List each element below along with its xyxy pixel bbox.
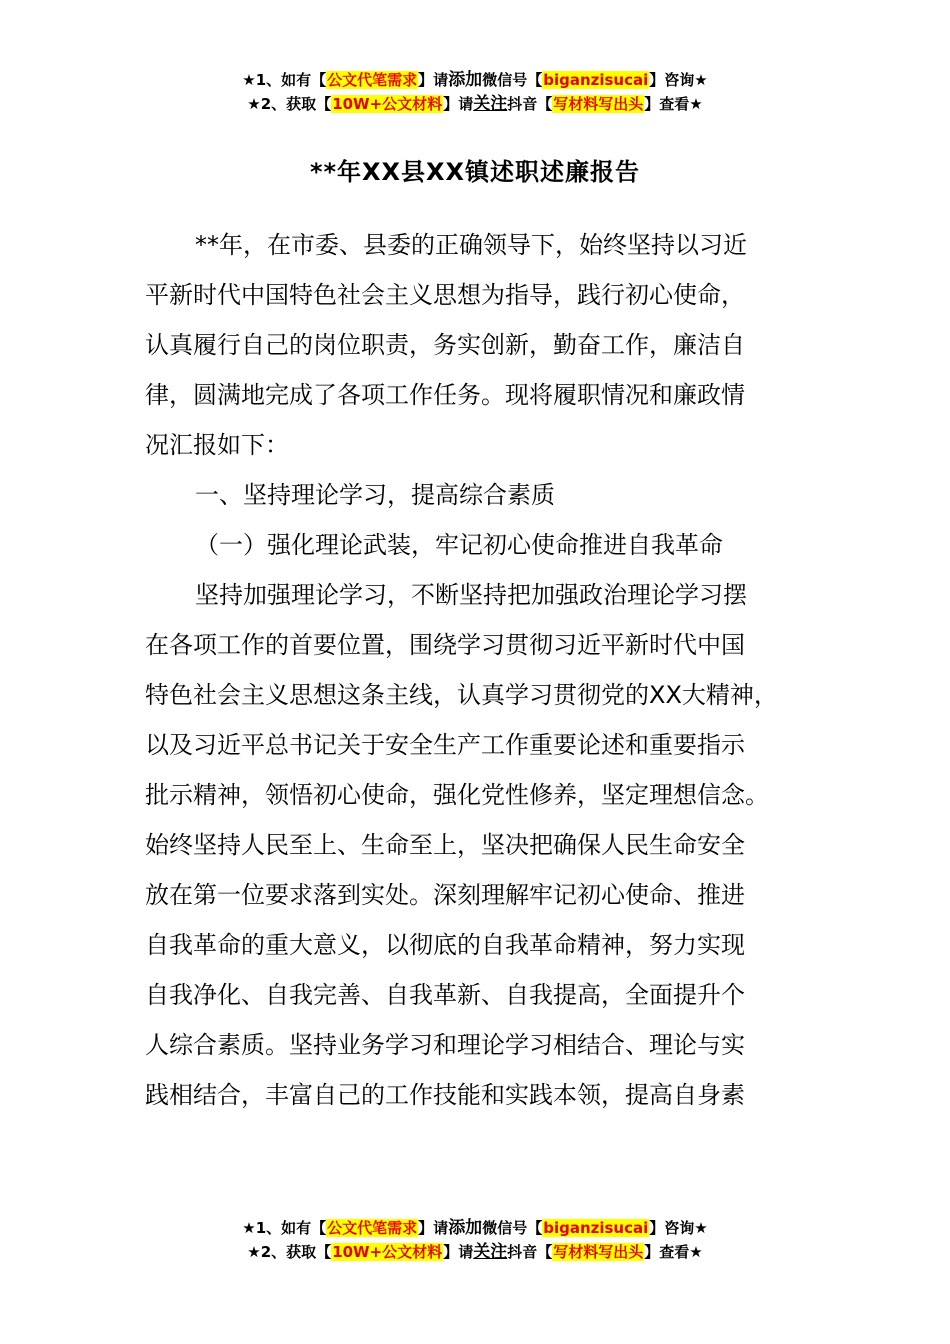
text-line: 特色社会主义思想这条主线，认真学习贯彻党的XX大精神， <box>145 681 778 709</box>
banner-emphasis: 关注 <box>473 94 508 114</box>
banner-text: 微信号【 <box>482 71 543 89</box>
text-line: 在各项工作的首要位置，围绕学习贯彻习近平新时代中国 <box>145 631 745 659</box>
text-line: 律，圆满地完成了各项工作任务。现将履职情况和廉政情 <box>145 381 745 409</box>
subsection-heading: （一）强化理论武装，牢记初心使命推进自我革命 <box>195 531 723 559</box>
banner-line-1 <box>0 68 950 92</box>
text-line: 人综合素质。坚持业务学习和理论学习相结合、理论与实 <box>145 1031 745 1059</box>
text-line: 平新时代中国特色社会主义思想为指导，践行初心使命， <box>145 281 745 309</box>
banner-emphasis: 关注 <box>473 1242 508 1262</box>
text-line: **年，在市委、县委的正确领导下，始终坚持以习近 <box>195 231 747 259</box>
bottom-banner <box>0 1216 950 1264</box>
banner-text: 微信号【 <box>482 1219 543 1237</box>
highlight-service: 公文代笔需求 <box>327 1219 418 1237</box>
banner-text: 抖音【 <box>507 95 553 113</box>
text-line: 践相结合，丰富自己的工作技能和实践本领，提高自身素 <box>145 1081 745 1109</box>
banner-text: ★1、如有【 <box>242 1219 327 1237</box>
text-line: 以及习近平总书记关于安全生产工作重要论述和重要指示 <box>145 731 745 759</box>
text-line: 认真履行自己的岗位职责，务实创新，勤奋工作，廉洁自 <box>145 331 745 359</box>
highlight-douyin-id: 写材料写出头 <box>553 1243 644 1261</box>
banner-text: 抖音【 <box>507 1243 553 1261</box>
banner-emphasis: 添加 <box>448 70 483 90</box>
document-body <box>145 220 835 1120</box>
text-line: 批示精神，领悟初心使命，强化党性修养，坚定理想信念。 <box>145 781 769 809</box>
banner-text: 】请 <box>418 1219 449 1237</box>
banner-line-2 <box>0 92 950 116</box>
banner-text: 】请 <box>443 95 474 113</box>
top-banner <box>0 68 950 116</box>
section-heading: 一、坚持理论学习，提高综合素质 <box>195 481 555 509</box>
highlight-douyin-id: 写材料写出头 <box>553 95 644 113</box>
banner-line-2 <box>0 1240 950 1264</box>
banner-text: ★2、获取【 <box>247 95 332 113</box>
banner-line-1 <box>0 1216 950 1240</box>
banner-text: 】查看★ <box>644 1243 703 1261</box>
banner-text: 】请 <box>418 71 449 89</box>
highlight-materials: 10W+公文材料 <box>332 95 443 113</box>
banner-text: ★2、获取【 <box>247 1243 332 1261</box>
text-line: 况汇报如下： <box>145 431 289 459</box>
highlight-service: 公文代笔需求 <box>327 71 418 89</box>
text-line: 坚持加强理论学习，不断坚持把加强政治理论学习摆 <box>195 581 747 609</box>
highlight-materials: 10W+公文材料 <box>332 1243 443 1261</box>
highlight-wechat-id: biganzisucai <box>543 1219 649 1237</box>
banner-text: 】查看★ <box>644 95 703 113</box>
document-title: **年XX县XX镇述职述廉报告 <box>309 158 641 186</box>
banner-text: ★1、如有【 <box>242 71 327 89</box>
highlight-wechat-id: biganzisucai <box>543 71 649 89</box>
text-line: 始终坚持人民至上、生命至上，坚决把确保人民生命安全 <box>145 831 745 859</box>
text-line: 自我净化、自我完善、自我革新、自我提高，全面提升个 <box>145 981 745 1009</box>
text-line: 放在第一位要求落到实处。深刻理解牢记初心使命、推进 <box>145 881 745 909</box>
banner-emphasis: 添加 <box>448 1218 483 1238</box>
banner-text: 】咨询★ <box>649 1219 708 1237</box>
banner-text: 】请 <box>443 1243 474 1261</box>
banner-text: 】咨询★ <box>649 71 708 89</box>
text-line: 自我革命的重大意义，以彻底的自我革命精神，努力实现 <box>145 931 745 959</box>
